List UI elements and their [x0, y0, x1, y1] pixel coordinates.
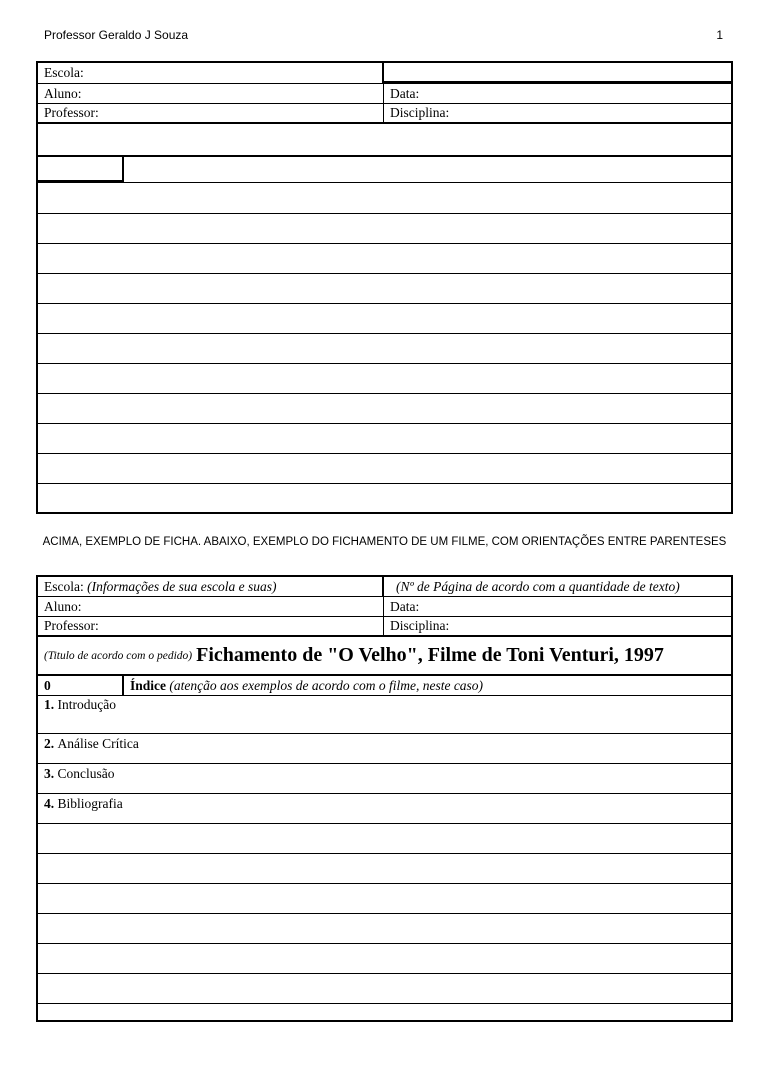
item-number: 3.: [44, 766, 55, 781]
page-number: 1: [716, 28, 723, 42]
form-row-escola: [38, 577, 731, 597]
ruled-line: [38, 454, 731, 484]
escola-note: (Informações de sua escola e suas): [87, 578, 277, 594]
page-number-box: [384, 63, 731, 83]
index-label: Índice: [130, 677, 167, 693]
item-text: Conclusão: [57, 766, 115, 781]
index-number-box: [38, 157, 124, 182]
ruled-line: [38, 214, 731, 244]
ruled-line: [38, 364, 731, 394]
index-item: [38, 734, 731, 764]
professor-label: Professor:: [38, 104, 384, 122]
ruled-line: [38, 884, 731, 914]
ruled-line: [38, 394, 731, 424]
form-row-professor: [38, 617, 731, 637]
page-note-cell: [384, 577, 731, 596]
ruled-line: [38, 944, 731, 974]
title-note: (Titulo de acordo com o pedido): [44, 649, 193, 662]
ruled-line: [38, 824, 731, 854]
index-item: [38, 764, 731, 794]
index-row: [38, 157, 731, 183]
index-title: [124, 676, 731, 695]
index-item: [38, 794, 731, 824]
index-title-box: [124, 157, 731, 182]
item-text: Introdução: [57, 697, 116, 712]
escola-cell: [38, 577, 384, 596]
disciplina-label: Disciplina:: [390, 105, 450, 121]
ruled-line: [38, 484, 731, 514]
data-label: Data:: [390, 598, 420, 614]
item-number: 1.: [44, 697, 55, 712]
data-label: Data:: [390, 85, 420, 101]
item-text: Análise Crítica: [57, 736, 139, 751]
index-number: [38, 676, 124, 695]
item-text: Bibliografia: [57, 796, 123, 811]
title-box: [38, 637, 731, 676]
form-row-professor: [38, 104, 731, 124]
ruled-line: [38, 183, 731, 214]
disciplina-label: Disciplina:: [390, 618, 450, 634]
form-row-escola: [38, 63, 731, 84]
ruled-line: [38, 274, 731, 304]
index-note: (atenção aos exemplos de acordo com o filme, neste caso): [169, 677, 484, 693]
ruled-line: [38, 334, 731, 364]
item-number: 4.: [44, 796, 55, 811]
ruled-line: [38, 974, 731, 1004]
document-title: Fichamento de "O Velho", Filme de Toni Venturi, 1997: [196, 644, 664, 666]
escola-label: Escola:: [38, 63, 384, 83]
separator-instruction: ACIMA, EXEMPLO DE FICHA. ABAIXO, EXEMPLO DO FICHAMENTO DE UM FILME, COM ORIENTAÇÕES ENTRE PARENTESES: [42, 536, 727, 548]
index-item: [38, 696, 731, 734]
ruled-line: [38, 244, 731, 274]
ruled-line: [38, 854, 731, 884]
form-row-aluno: [38, 597, 731, 617]
escola-label: Escola:: [44, 578, 84, 594]
index-row: [38, 676, 731, 696]
page-header-author: Professor Geraldo J Souza: [44, 28, 189, 42]
example-form: [36, 575, 733, 1022]
ruled-line: [38, 914, 731, 944]
ruled-line: [38, 304, 731, 334]
professor-label: Professor:: [38, 617, 384, 635]
page-note: (Nº de Página de acordo com a quantidade de texto): [396, 578, 680, 594]
aluno-label: Aluno:: [38, 84, 384, 103]
blank-form: [36, 61, 733, 514]
index-number-text: 0: [44, 677, 51, 693]
title-box: [38, 124, 731, 157]
ruled-line: [38, 1004, 731, 1032]
ruled-line: [38, 424, 731, 454]
form-row-aluno: [38, 84, 731, 104]
aluno-label: Aluno:: [38, 597, 384, 616]
item-number: 2.: [44, 736, 55, 751]
